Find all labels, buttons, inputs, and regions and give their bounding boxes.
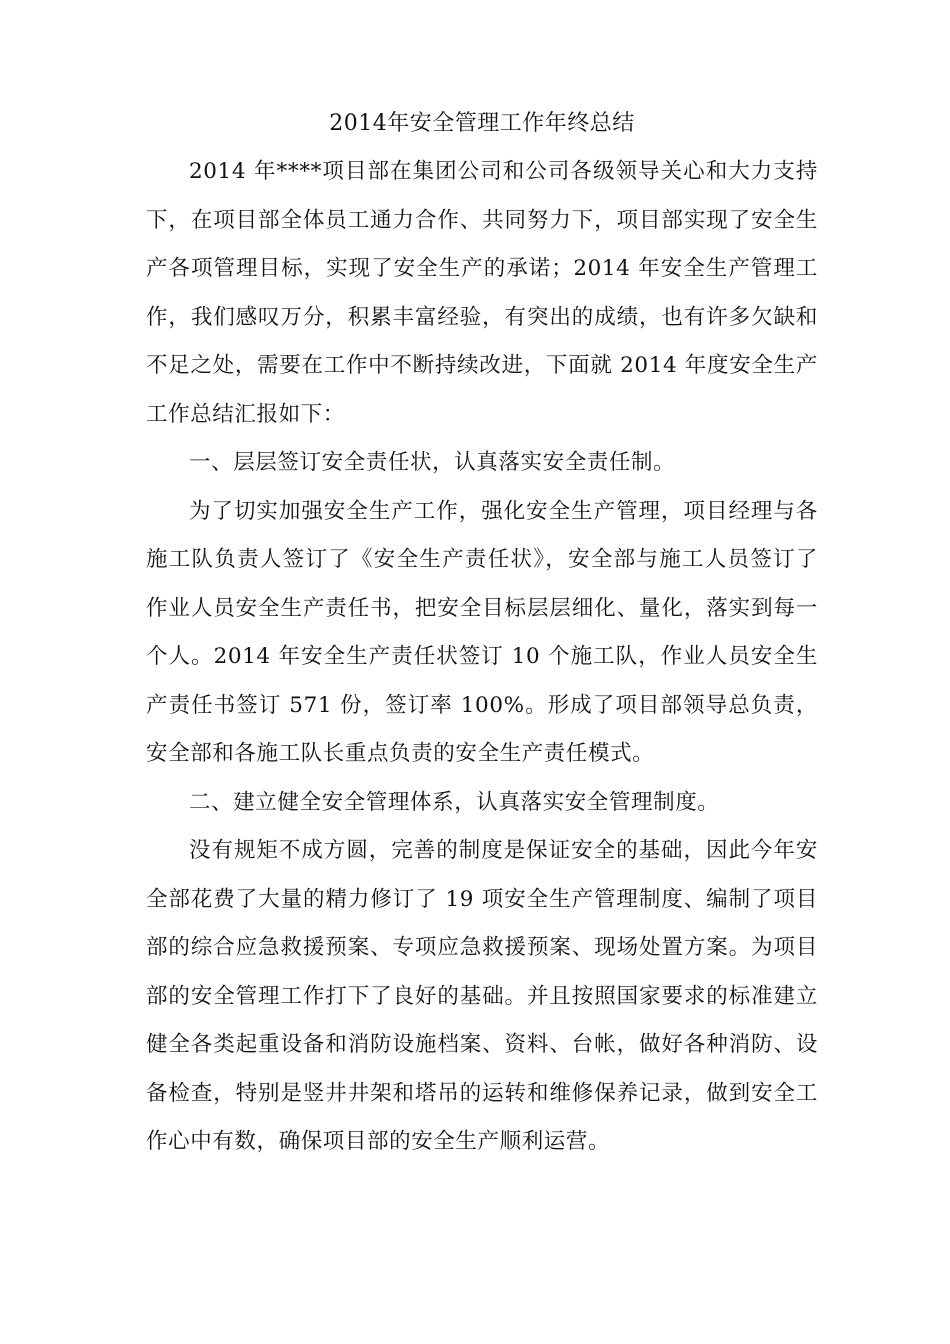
intro-paragraph: 2014 年****项目部在集团公司和公司各级领导关心和大力支持下，在项目部全体员工通力合作、共同努力下，项目部实现了安全生产各项管理目标，实现了安全生产的承诺；2014 年安全生产管理工作，我们感叹万分，积累丰富经验，有突出的成绩，也有许多欠缺和不足之处，需要在工作中不断持续改进，下面就 2014 年度安全生产工作总结汇报如下： [146,159,818,427]
section-1-paragraph: 为了切实加强安全生产工作，强化安全生产管理，项目经理与各施工队负责人签订了《安全生产责任状》，安全部与施工人员签订了作业人员安全生产责任书，把安全目标层层细化、量化，落实到每一个人。2014 年安全生产责任状签订 10 个施工队，作业人员安全生产责任书签订 571 份，签订率 100%。形成了项目部领导总负责，安全部和各施工队长重点负责的安全生产责任模式。 [146,498,818,766]
document-page [146,100,818,1167]
section-1-heading: 一、层层签订安全责任状，认真落实安全责任制。 [189,450,676,475]
section-2-paragraph: 没有规矩不成方圆，完善的制度是保证安全的基础，因此今年安全部花费了大量的精力修订了 19 项安全生产管理制度、编制了项目部的综合应急救援预案、专项应急救援预案、现场处置方案。为项目部的安全管理工作打下了良好的基础。并且按照国家要求的标准建立健全各类起重设备和消防设施档案、资料、台帐，做好各种消防、设备检查，特别是竖井井架和塔吊的运转和维修保养记录，做到安全工作心中有数，确保项目部的安全生产顺利运营。 [146,838,818,1154]
section-2-heading: 二、建立健全安全管理体系，认真落实安全管理制度。 [189,789,720,815]
document-title: 2014年安全管理工作年终总结 [329,111,635,136]
